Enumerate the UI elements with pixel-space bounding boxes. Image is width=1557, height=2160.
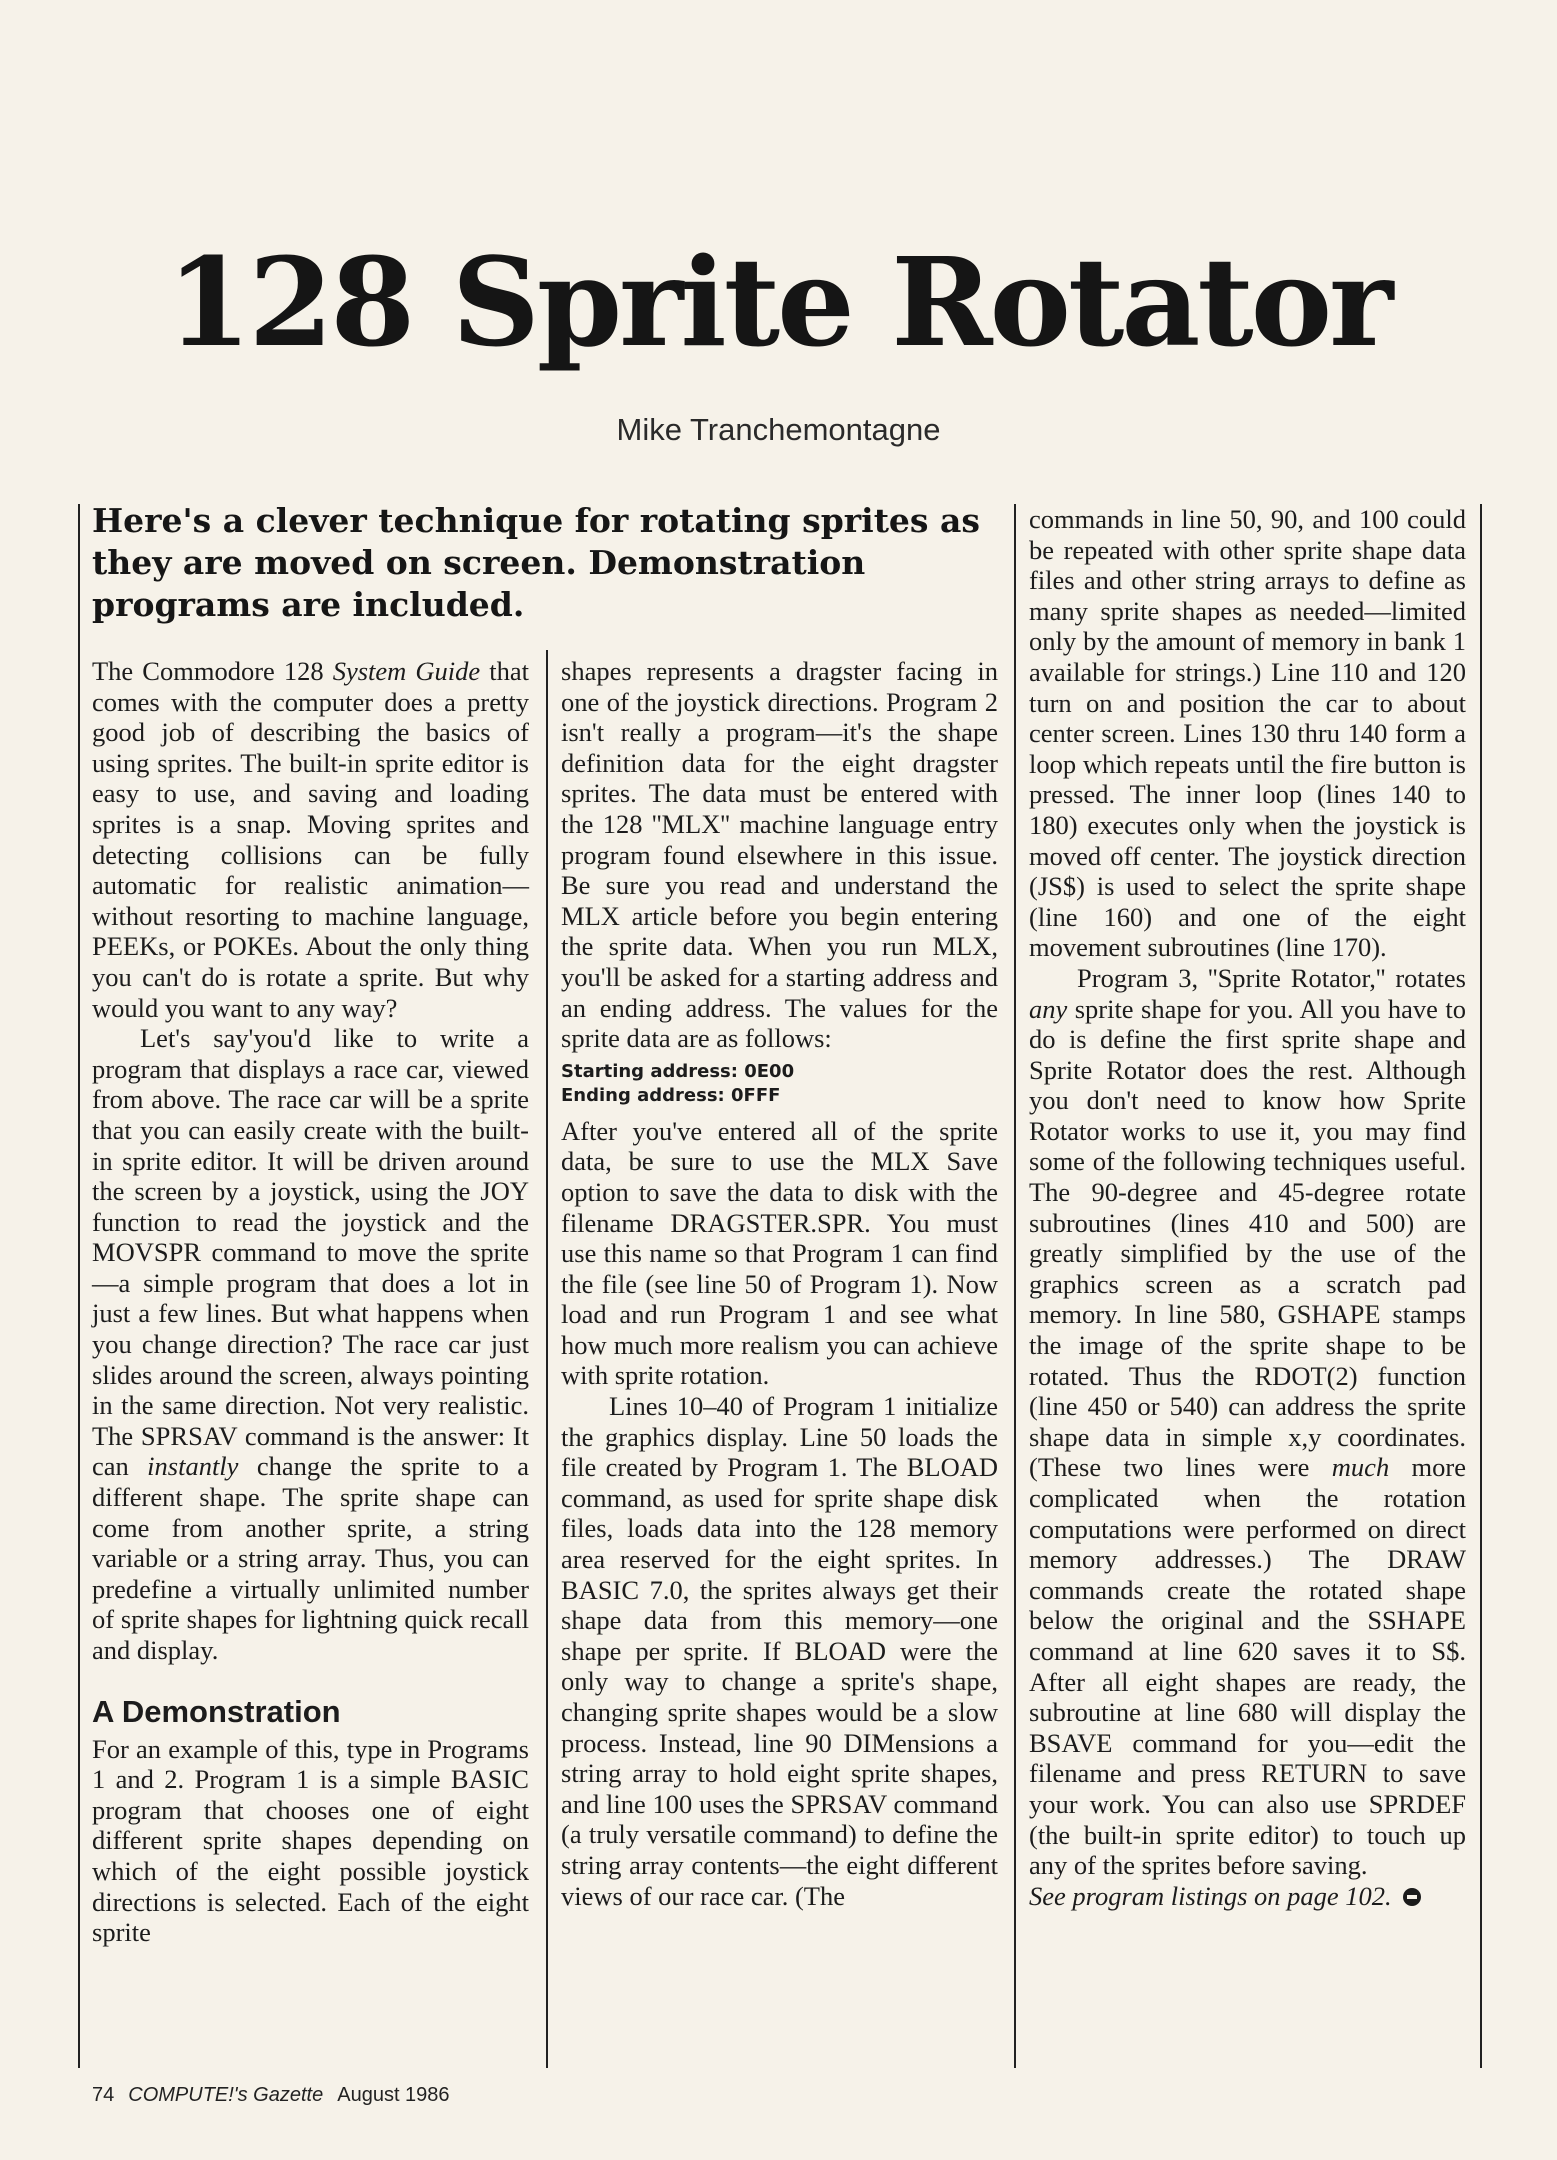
- page-number: 74: [92, 2084, 115, 2106]
- article-deck: Here's a clever technique for rotating sprites as they are moved on screen. Demonstration programs are included.: [92, 501, 980, 624]
- column-3: [1029, 504, 1466, 1911]
- section-heading: A Demonstration: [92, 1693, 341, 1729]
- column-rule-right: [1480, 504, 1482, 2068]
- issue-date: August 1986: [337, 2084, 450, 2106]
- column-1: [92, 656, 529, 1948]
- col1-paragraph-3: For an example of this, type in Programs 1 and 2. Program 1 is a simple BASIC program that chooses one of eight different sprite shapes depending on which of the eight possible joystick directions is selected. Each of the eight sprite: [92, 1733, 529, 1948]
- col2-paragraph-1: shapes represents a dragster facing in one of the joystick directions. Program 2 isn't really a program—it's the shape definition data for the eight dragster sprites. The data must be entered with the 128 ''MLX'' machine language entry program found elsewhere in this issue. Be sure you read and understand the MLX article before you begin entering the sprite data. When you run MLX, you'll be asked for a starting address and an ending address. The values for the sprite data are as follows:: [561, 656, 998, 1054]
- page-footer: [92, 2084, 450, 2107]
- address-listing: [561, 1060, 998, 1108]
- col1-paragraph-1: The Commodore 128 System Guide that comes with the computer does a pretty good job of describing the basics of using sprites. The built-in sprite editor is easy to use, and saving and loading sprites is a snap. Moving sprites and detecting collisions can be fully automatic for realistic animation—without resorting to machine language, PEEKs, or POKEs. About the only thing you can't do is rotate a sprite. But why would you want to any way?: [92, 656, 529, 1023]
- magazine-name: COMPUTE!'s Gazette: [128, 2084, 324, 2106]
- starting-address: Starting address: 0E00: [561, 1060, 795, 1082]
- column-rule-2: [1014, 504, 1016, 2068]
- ending-address: Ending address: 0FFF: [561, 1084, 781, 1106]
- end-of-article-logo-icon: [1402, 1883, 1422, 1903]
- col3-paragraph-1: commands in line 50, 90, and 100 could be repeated with other sprite shape data files and other string arrays to define as many sprite shapes as needed—limited only by the amount of memory in bank 1 available for strings.) Line 110 and 120 turn on and position the car to about center screen. Lines 130 thru 140 form a loop which repeats until the fire button is pressed. The inner loop (lines 140 to 180) executes only when the joystick is moved off center. The joystick direction (JS$) is used to select the sprite shape (line 160) and one of the eight movement subroutines (line 170).: [1029, 504, 1466, 963]
- col3-paragraph-2: Program 3, ''Sprite Rotator,'' rotates any sprite shape for you. All you have to do is define the first sprite shape and Sprite Rotator does the rest. Although you don't need to know how Sprite Rotator works to use it, you may find some of the following techniques useful. The 90-degree and 45-degree rotate subroutines (lines 410 and 500) are greatly simplified by the use of the graphics screen as a scratch pad memory. In line 580, GSHAPE stamps the image of the sprite shape to be rotated. Thus the RDOT(2) function (line 450 or 540) can address the sprite shape data in simple x,y coordinates. (These two lines were much more complicated when the rotation computations were performed on direct memory addresses.) The DRAW commands create the rotated shape below the original and the SSHAPE command at line 620 saves it to S$. After all eight shapes are ready, the subroutine at line 680 will display the BSAVE command for you—edit the filename and press RETURN to save your work. You can also use SPRDEF (the built-in sprite editor) to touch up any of the sprites before saving.: [1029, 962, 1467, 1881]
- column-2: [561, 656, 998, 1911]
- col2-paragraph-2: After you've entered all of the sprite data, be sure to use the MLX Save option to save the data to disk with the filename DRAGSTER.SPR. You must use this name so that Program 1 can find the file (see line 50 of Program 1). Now load and run Program 1 and see what how much more realism you can achieve with sprite rotation.: [561, 1115, 998, 1391]
- col1-paragraph-2: Let's say'you'd like to write a program that displays a race car, viewed from above. The race car will be a sprite that you can easily create with the built-in sprite editor. It will be driven around the screen by a joystick, using the JOY function to read the joystick and the MOVSPR command to move the sprite—a simple program that does a lot in just a few lines. But what happens when you change direction? The race car just slides around the screen, always pointing in the same direction. Not very realistic. The SPRSAV command is the answer: It can instantly change the sprite to a different shape. The sprite shape can come from another sprite, a string variable or a string array. Thus, you can predefine a virtually unlimited number of sprite shapes for lightning quick recall and display.: [92, 1023, 529, 1665]
- article-author: Mike Tranchemontagne: [616, 412, 941, 447]
- program-listing-reference: See program listings on page 102.: [1029, 1881, 1466, 1912]
- column-rule-1: [546, 650, 548, 2068]
- article-title: 128 Sprite Rotator: [166, 230, 1391, 374]
- deck-left-rule: [78, 504, 80, 2068]
- col2-paragraph-3: Lines 10–40 of Program 1 initialize the graphics display. Line 50 loads the file created by Program 1. The BLOAD command, as used for sprite shape disk files, loads data into the 128 memory area reserved for the eight sprites. In BASIC 7.0, the sprites always get their shape data from this memory—one shape per sprite. If BLOAD were the only way to change a sprite's shape, changing sprite shapes would be a slow process. Instead, line 90 DIMensions a string array to hold eight sprite shapes, and line 100 uses the SPRSAV command (a truly versatile command) to define the string array contents—the eight different views of our race car. (The: [561, 1391, 998, 1911]
